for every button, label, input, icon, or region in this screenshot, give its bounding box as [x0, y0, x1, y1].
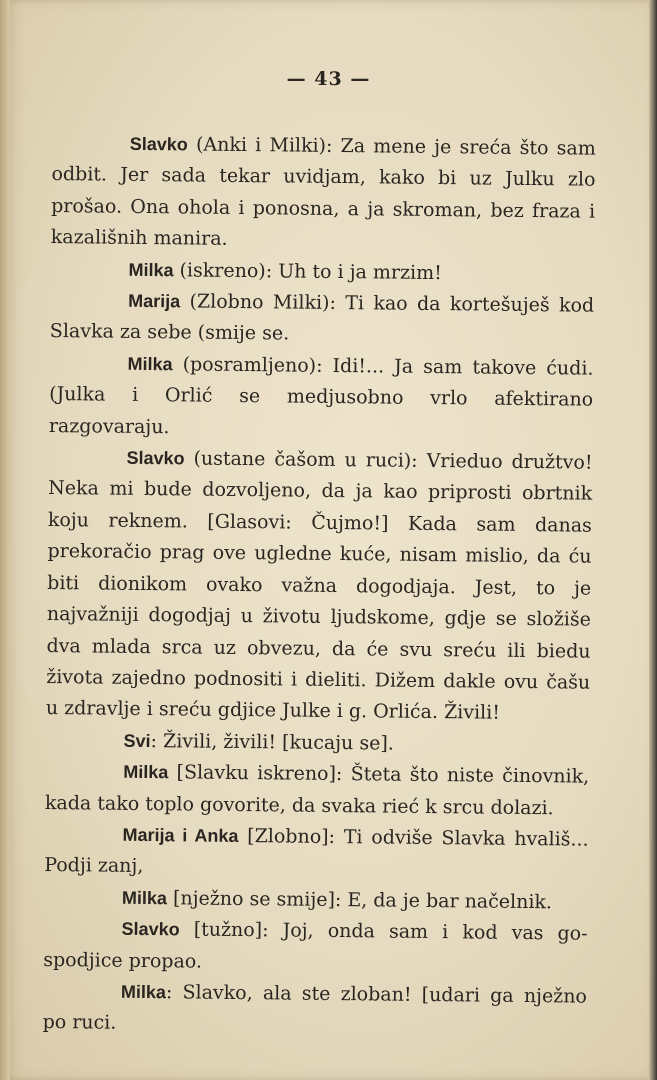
- speaker-name: Milka: [127, 353, 173, 375]
- speaker-name: Milka: [128, 259, 174, 280]
- speech-text: (ustane čašom u ruci): Vrieduo družtvo! Neka mi bude dozvoljeno, da ja kao priprosti obrtnik koju reknem. [Glasovi: Čujmo!] Kada sam danas prekoračio prag ove ugledne kuće, nisam mislio, da ću biti dionikom ovako važna dogodjaja. Jest, to je najvažniji dogodjaj u životu ljudskome, gdje se složiše dva mlada srca uz obvezu, da će svu sreću ili biedu života zajedno podnositi i dieliti. Dižem dakle ovu čašu u zdravlje i sreću gdjice Julke i g. Orlića. Živili!: [45, 447, 593, 725]
- speaker-name: Slavko: [126, 447, 185, 469]
- speech-text: [nježno se smije]: E, da je bar načelnik.: [166, 886, 553, 914]
- speaker-name: Milka: [120, 981, 167, 1003]
- speech-3: [50, 285, 595, 354]
- speech-8: [44, 819, 589, 888]
- speech-text: (Anki i Milki): Za mene je sreća što sam odbit. Jer sada tekar uvidjam, kako bi uz Julku zlo prošao. Ona ohola i ponosna, a ja skroman, bez fraza i kazališnih manira.: [50, 133, 596, 251]
- dialogue-text: [42, 128, 596, 1044]
- speech-text: : Živili, živili! [kucaju se].: [150, 729, 394, 755]
- page-number: — 43 —: [286, 68, 371, 90]
- speech-1: [51, 128, 596, 259]
- speaker-name: Marija i Anka: [122, 824, 239, 846]
- speech-text: [Slavku iskreno]: Šteta što niste činovnik, kada tako toplo govorite, da svaka rieć k srcu dolazi.: [44, 761, 590, 819]
- speech-5: [46, 442, 593, 730]
- speech-10: [43, 913, 588, 982]
- speech-4: [49, 348, 594, 448]
- speaker-name: Milka: [123, 761, 169, 783]
- speech-text: (Zlobno Milki): Ti kao da kortešuješ kod Slavka za sebe (smije se.: [49, 290, 595, 345]
- speaker-name: Milka: [121, 887, 168, 908]
- speech-text: (posramljeno): Idi!... Ja sam takove ćudi. (Julka i Orlić se medjusobno vrlo afektirano razgovaraju.: [48, 353, 594, 438]
- speaker-name: Marija: [128, 290, 181, 312]
- speaker-name: Slavko: [129, 133, 188, 155]
- speaker-name: Slavko: [121, 918, 180, 940]
- speech-text: : Slavko, ala ste zloban! [udari ga nježno po ruci.: [42, 981, 588, 1035]
- page-edge: [649, 0, 657, 1080]
- speech-7: [45, 756, 590, 825]
- speaker-name: Svi: [123, 730, 151, 751]
- speech-text: [Zlobno]: Ti odviše Slavka hvališ... Podji zanj,: [44, 824, 589, 878]
- speech-text: (iskreno): Uh to i ja mrzim!: [173, 258, 442, 284]
- speech-text: [tužno]: Joj, onda sam i kod vas gospodjice propao.: [43, 918, 588, 973]
- speech-11: [42, 976, 587, 1045]
- page-gutter: [0, 0, 10, 1080]
